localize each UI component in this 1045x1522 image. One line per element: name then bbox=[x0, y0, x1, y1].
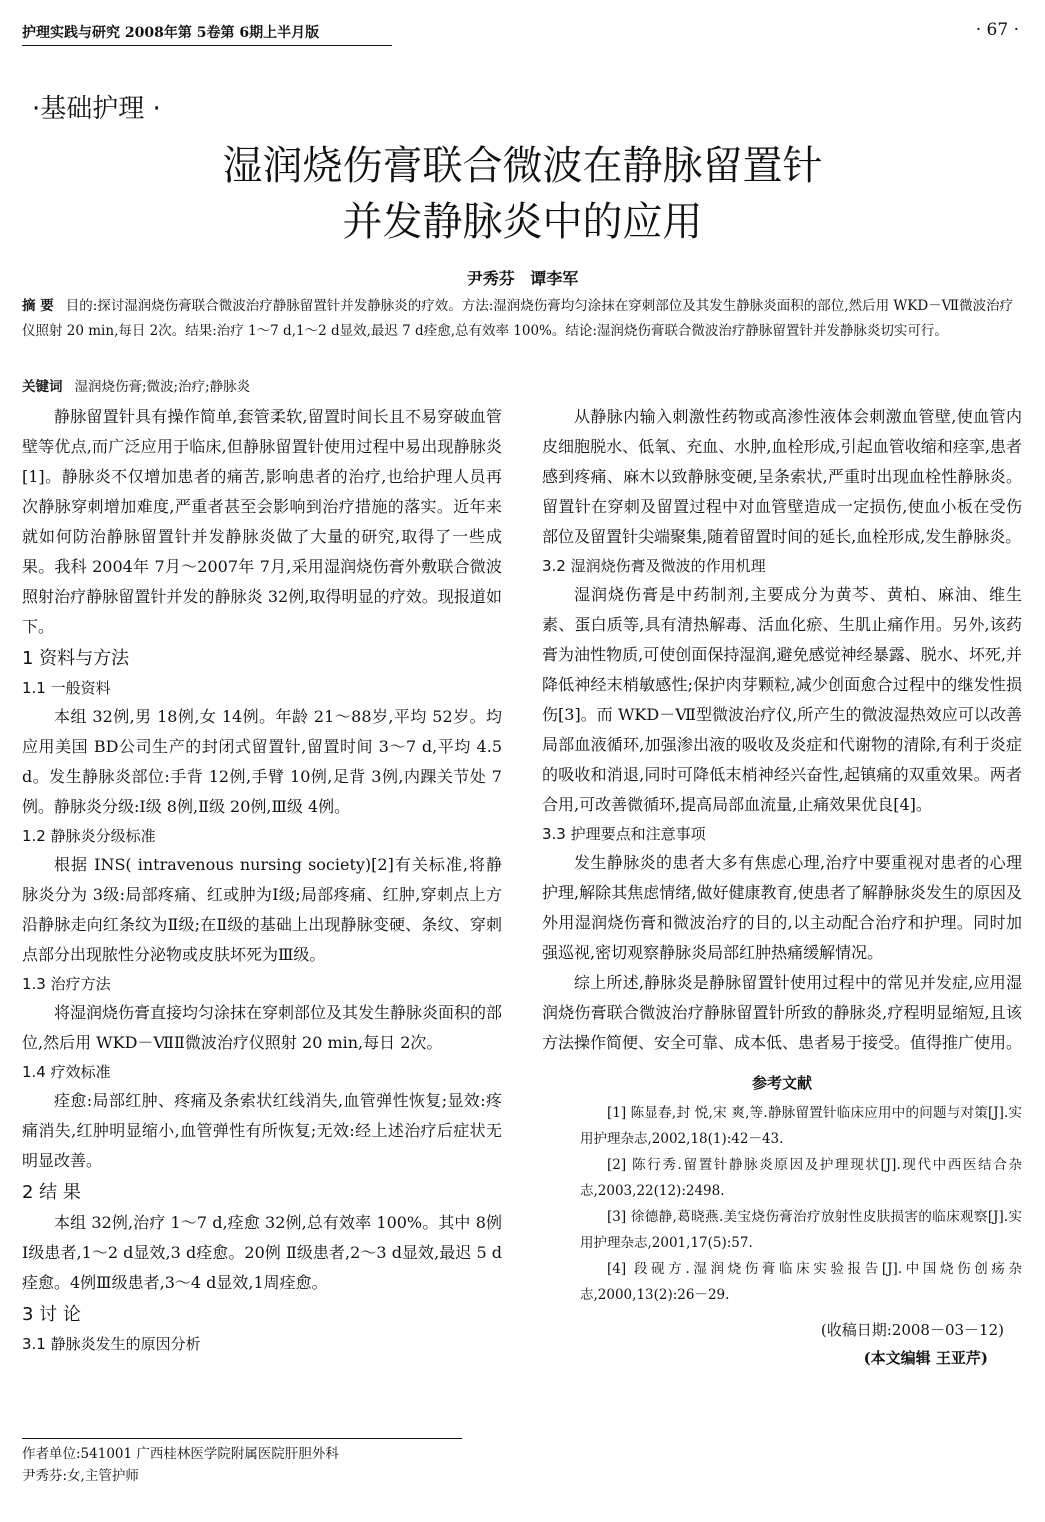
abstract-text: 目的:探讨湿润烧伤膏联合微波治疗静脉留置针并发静脉炎的疗效。方法:湿润烧伤膏均匀涂抹在穿刺部位及其发生静脉炎面积的部位,然后用 WKD－Ⅶ微波治疗仪照射 20 min,每日 2次。结果:治疗 1～7 d,1～2 d显效,最迟 7 d痊愈,总有效率 100%。结论:湿润烧伤膏联合微波治疗静脉留置针并发静脉炎切实可行。 bbox=[22, 298, 1014, 339]
keywords bbox=[22, 376, 1024, 398]
heading-results: 2 结 果 bbox=[22, 1182, 81, 1203]
grading-paragraph: 根据 INS( intravenous nursing society)[2]有关标准,将静脉炎分为 3级:局部疼痛、红或肿为Ⅰ级;局部疼痛、红肿,穿刺点上方沿静脉走向红条纹为Ⅱ级;在Ⅱ级的基础上出现静脉变硬、条纹、穿刺点部分出现脓性分泌物或皮肤坏死为Ⅲ级。 bbox=[22, 855, 502, 964]
right-column bbox=[542, 402, 1022, 1372]
mechanism-paragraph: 湿润烧伤膏是中药制剂,主要成分为黄芩、黄柏、麻油、维生素、蛋白质等,具有清热解毒、活血化瘀、生肌止痛作用。另外,该药膏为油性物质,可使创面保持湿润,避免感觉神经暴露、脱水、坏死,并降低神经末梢敏感性;保护肉芽颗粒,减少创面愈合过程中的继发性损伤[3]。而 WKD－Ⅶ型微波治疗仪,所产生的微波湿热效应可以改善局部血液循环,加强渗出液的吸收及炎症和代谢物的清除,有利于炎症的吸收和消退,同时可降低末梢神经兴奋性,起镇痛的双重效果。两者合用,可改善微循环,提高局部血流量,止痛效果优良[4]。 bbox=[542, 585, 1022, 814]
criteria-paragraph: 痊愈:局部红肿、疼痛及条索状红线消失,血管弹性恢复;显效:疼痛消失,红肿明显缩小,血管弹性有所恢复;无效:经上述治疗后症状无明显改善。 bbox=[22, 1091, 502, 1170]
heading-materials: 1 资料与方法 bbox=[22, 648, 130, 669]
heading-treatment: 1.3 治疗方法 bbox=[22, 975, 111, 993]
heading-mechanism: 3.2 湿润烧伤膏及微波的作用机理 bbox=[542, 557, 766, 575]
reference-item: [4] 段砚方.湿润烧伤膏临床实验报告[J].中国烧伤创疡杂志,2000,13(2):26－29. bbox=[580, 1261, 1022, 1303]
left-column bbox=[22, 402, 502, 1358]
footnote-author: 尹秀芬:女,主管护师 bbox=[22, 1468, 139, 1484]
authors: 尹秀芬 谭李军 bbox=[466, 269, 579, 288]
keywords-text: 湿润烧伤膏;微波;治疗;静脉炎 bbox=[74, 379, 251, 395]
footnote-rule bbox=[22, 1438, 462, 1439]
editor-credit: (本文编辑 王亚芹) bbox=[863, 1349, 988, 1367]
treatment-paragraph: 将湿润烧伤膏直接均匀涂抹在穿刺部位及其发生静脉炎面积的部位,然后用 WKD－ⅦⅡ微波治疗仪照射 20 min,每日 2次。 bbox=[22, 1003, 503, 1052]
heading-general: 1.1 一般资料 bbox=[22, 679, 111, 697]
received-date: (收稿日期:2008－03－12) bbox=[820, 1321, 1004, 1339]
article-title-line1: 湿润烧伤膏联合微波在静脉留置针 bbox=[222, 143, 823, 189]
reference-item: [2] 陈行秀.留置针静脉炎原因及护理现状[J].现代中西医结合杂志,2003,22(12):2498. bbox=[580, 1157, 1022, 1199]
general-paragraph: 本组 32例,男 18例,女 14例。年龄 21～88岁,平均 52岁。均应用美国 BD公司生产的封闭式留置针,留置时间 3～7 d,平均 4.5 d。发生静脉炎部位:手背 12例,手臂 10例,足背 3例,内踝关节处 7例。静脉炎分级:Ⅰ级 8例,Ⅱ级 20例,Ⅲ级 4例。 bbox=[22, 707, 502, 816]
heading-criteria: 1.4 疗效标准 bbox=[22, 1063, 111, 1081]
heading-grading: 1.2 静脉炎分级标准 bbox=[22, 827, 156, 845]
heading-nursing: 3.3 护理要点和注意事项 bbox=[542, 825, 706, 843]
reference-item: [3] 徐德静,葛晓燕.美宝烧伤膏治疗放射性皮肤损害的临床观察[J].实用护理杂志,2001,17(5):57. bbox=[580, 1209, 1022, 1251]
abstract-label: 摘 要 bbox=[22, 298, 54, 314]
intro-paragraph: 静脉留置针具有操作简单,套管柔软,留置时间长且不易穿破血管壁等优点,而广泛应用于临床,但静脉留置针使用过程中易出现静脉炎[1]。静脉炎不仅增加患者的痛苦,影响患者的治疗,也给护理人员再次静脉穿刺增加难度,严重者甚至会影响到治疗措施的落实。近年来就如何防治静脉留置针并发静脉炎做了大量的研究,取得了一些成果。我科 2004年 7月～2007年 7月,采用湿润烧伤膏外敷联合微波照射治疗静脉留置针并发的静脉炎 32例,取得明显的疗效。现报道如下。 bbox=[22, 407, 502, 636]
abstract bbox=[22, 294, 1024, 344]
results-paragraph: 本组 32例,治疗 1～7 d,痊愈 32例,总有效率 100%。其中 8例Ⅰ级患者,1～2 d显效,3 d痊愈。20例 Ⅱ级患者,2～3 d显效,最迟 5 d痊愈。4例Ⅲ级患者,3～4 d显效,1周痊愈。 bbox=[22, 1213, 502, 1292]
article-title-line2: 并发静脉炎中的应用 bbox=[342, 199, 703, 245]
reference-item: [1] 陈显春,封 悦,宋 爽,等.静脉留置针临床应用中的问题与对策[J].实用护理杂志,2002,18(1):42－43. bbox=[580, 1105, 1022, 1147]
nursing-paragraph: 发生静脉炎的患者大多有焦虑心理,治疗中要重视对患者的心理护理,解除其焦虑情绪,做好健康教育,使患者了解静脉炎发生的原因及外用湿润烧伤膏和微波治疗的目的,以主动配合治疗和护理。同时加强巡视,密切观察静脉炎局部红肿热痛缓解情况。 bbox=[542, 853, 1022, 962]
heading-discussion: 3 讨 论 bbox=[22, 1304, 81, 1325]
heading-cause: 3.1 静脉炎发生的原因分析 bbox=[22, 1335, 201, 1353]
section-tag: ·基础护理 · bbox=[32, 94, 161, 124]
page-number: · 67 · bbox=[975, 20, 1019, 40]
conclusion-paragraph: 综上所述,静脉炎是静脉留置针使用过程中的常见并发症,应用湿润烧伤膏联合微波治疗静脉留置针所致的静脉炎,疗程明显缩短,且该方法操作简便、安全可靠、成本低、患者易于接受。值得推广使用。 bbox=[542, 973, 1023, 1052]
running-head: 护理实践与研究 2008年第 5卷第 6期上半月版 bbox=[22, 22, 392, 46]
references-title: 参考文献 bbox=[751, 1074, 812, 1092]
cause-paragraph: 从静脉内输入刺激性药物或高渗性液体会刺激血管壁,使血管内皮细胞脱水、低氧、充血、水肿,血栓形成,引起血管收缩和痉挛,患者感到疼痛、麻木以致静脉变硬,呈条索状,严重时出现血栓性静脉炎。留置针在穿刺及留置过程中对血管壁造成一定损伤,使血小板在受伤部位及留置针尖端聚集,随着留置时间的延长,血栓形成,发生静脉炎。 bbox=[542, 407, 1022, 546]
keywords-label: 关键词 bbox=[22, 379, 63, 395]
footnote-affiliation: 作者单位:541001 广西桂林医学院附属医院肝胆外科 bbox=[22, 1446, 339, 1462]
